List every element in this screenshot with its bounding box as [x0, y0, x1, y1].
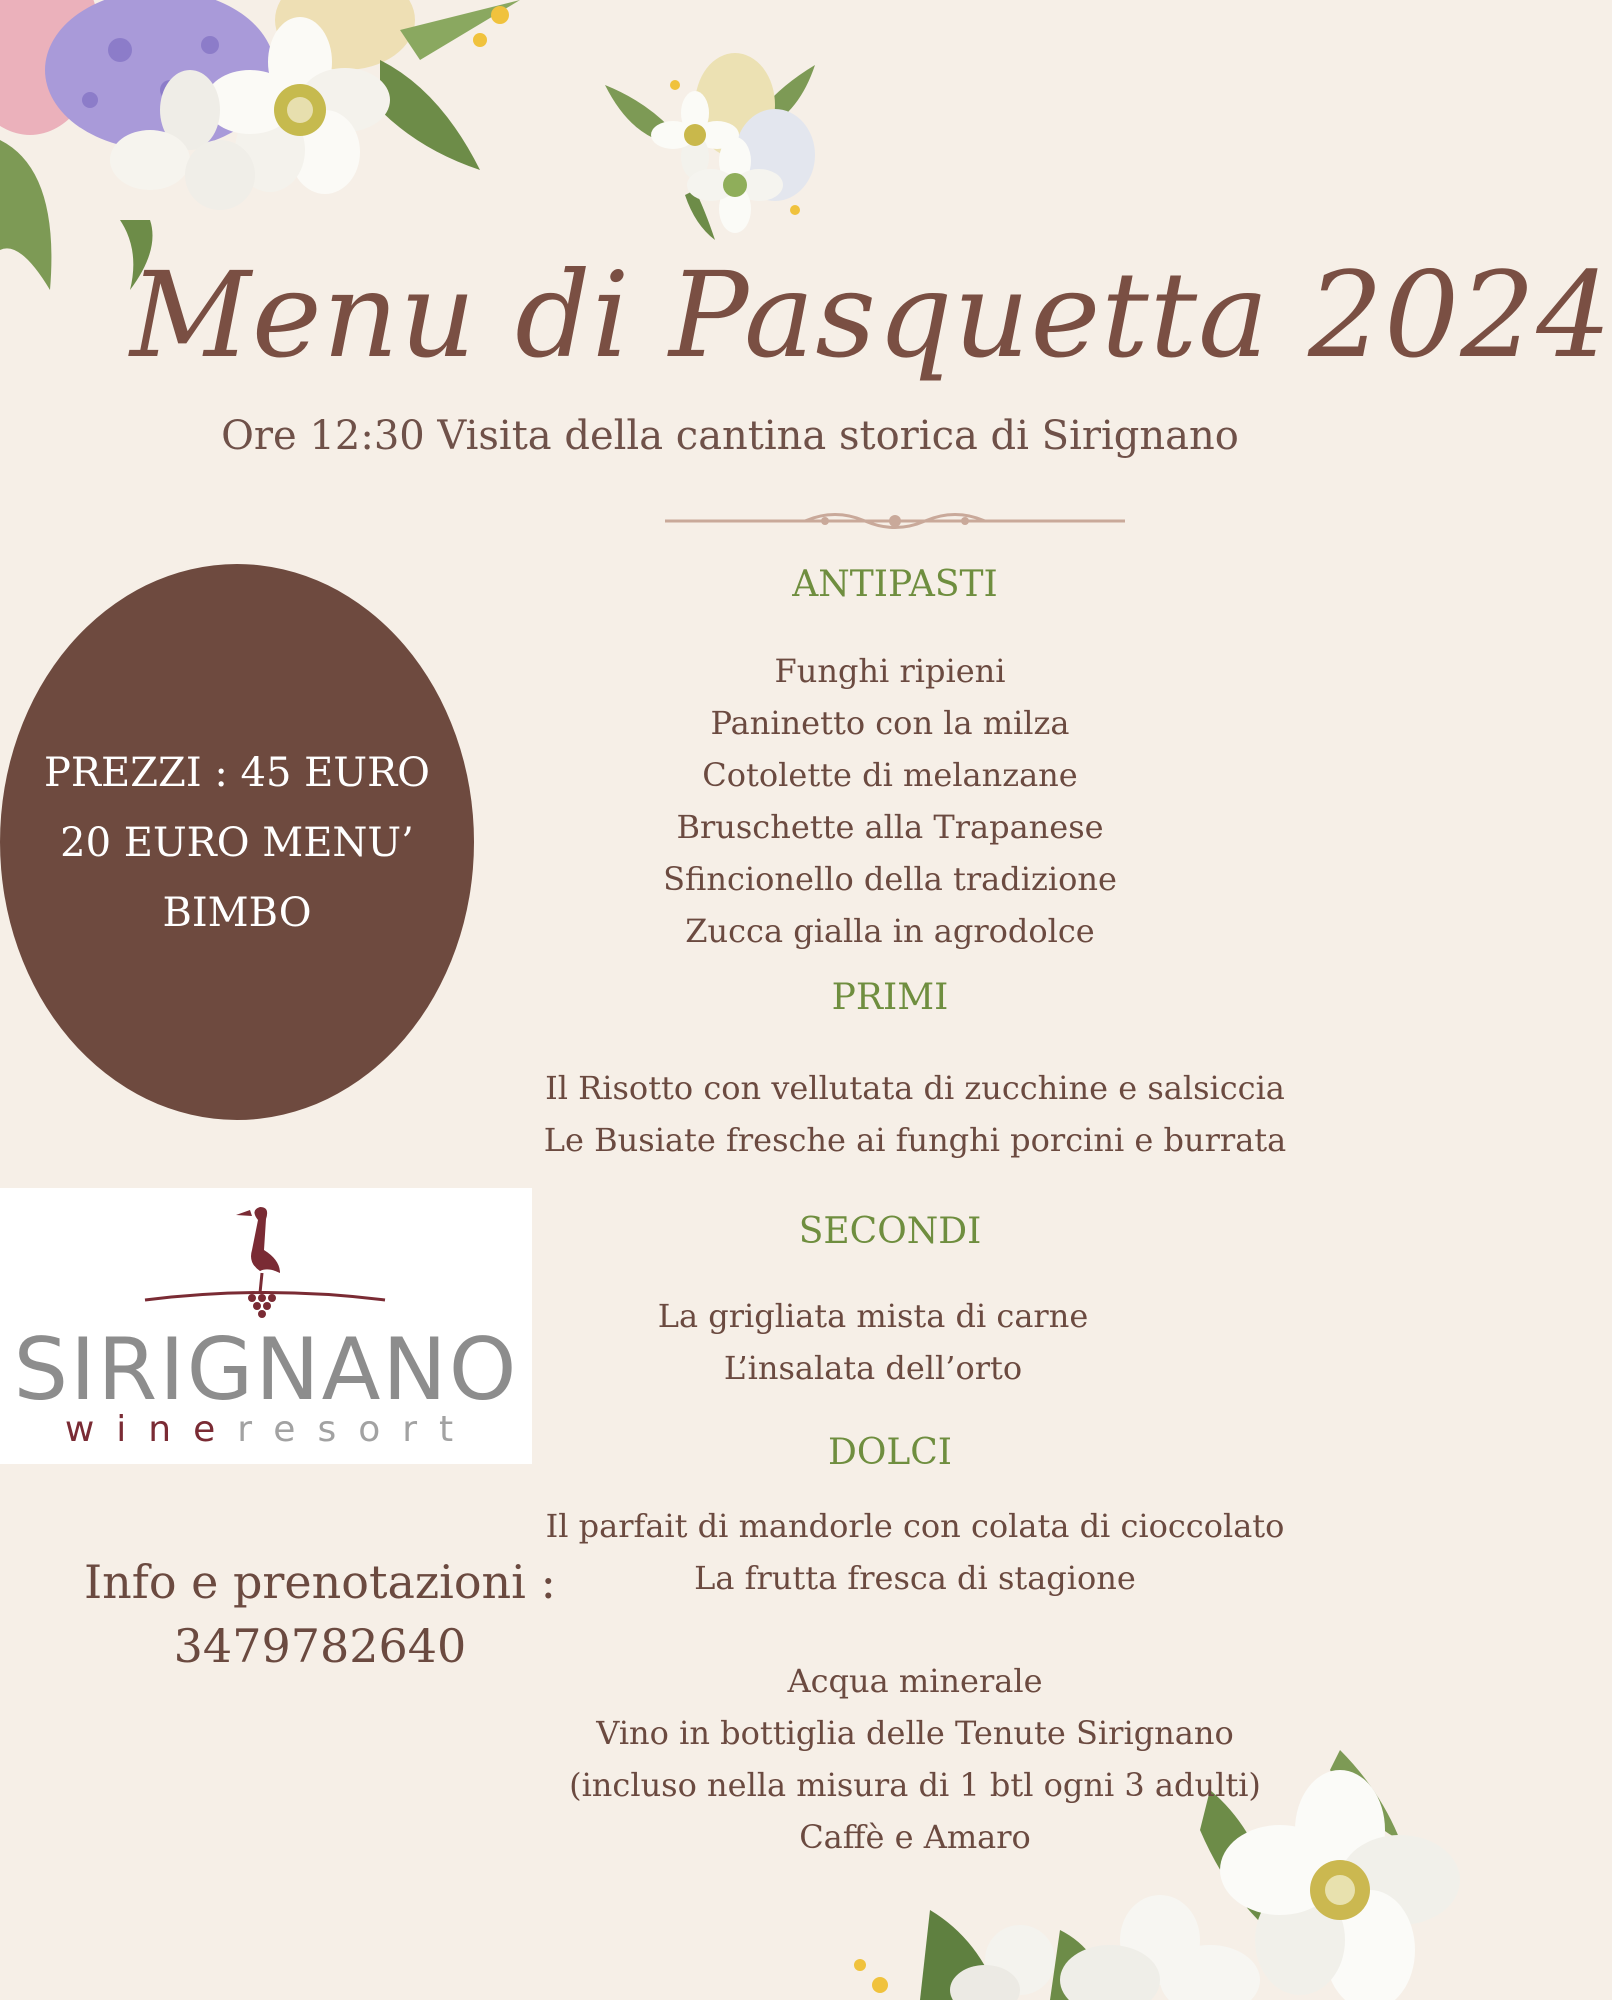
list-item: (incluso nella misura di 1 btl ogni 3 adulti): [569, 1766, 1261, 1804]
logo-sub-wine: wine: [64, 1409, 238, 1450]
section-title-antipasti: ANTIPASTI: [792, 564, 998, 605]
section-title-dolci: DOLCI: [827, 1432, 953, 1473]
section-title-primi: PRIMI: [831, 977, 949, 1018]
list-item: Il Risotto con vellutata di zucchine e salsiccia: [545, 1069, 1285, 1107]
list-item: Acqua minerale: [787, 1662, 1043, 1700]
page-title: Menu di Pasquetta 2024: [130, 246, 1612, 384]
list-item: La grigliata mista di carne: [657, 1297, 1089, 1335]
list-item: Funghi ripieni: [774, 652, 1006, 690]
price-text: [10, 738, 464, 948]
list-item: Il parfait di mandorle con colata di cioccolato: [545, 1507, 1285, 1545]
secondi-list: [573, 1290, 1173, 1394]
list-item: Cotolette di melanzane: [702, 756, 1078, 794]
stork-grapes-icon: [140, 1205, 390, 1320]
list-item: Vino in bottiglia delle Tenute Sirignano: [596, 1714, 1234, 1752]
list-item: Bruschette alla Trapanese: [676, 808, 1104, 846]
logo-sub-resort: resort: [237, 1409, 476, 1450]
price-line: 20 EURO MENU’: [60, 820, 414, 866]
section-title-secondi: SECONDI: [798, 1211, 982, 1252]
list-item: L’insalata dell’orto: [723, 1349, 1023, 1387]
primi-list: [540, 1062, 1290, 1166]
subtitle: Ore 12:30 Visita della cantina storica di Sirignano: [221, 413, 1239, 459]
list-item: Paninetto con la milza: [710, 704, 1070, 742]
info-block: [40, 1550, 600, 1678]
logo-subtitle: [40, 1410, 500, 1450]
list-item: Le Busiate fresche ai funghi porcini e burrata: [543, 1121, 1287, 1159]
logo-wordmark: SIRIGNANO: [13, 1320, 519, 1420]
dolci-list: [540, 1500, 1290, 1604]
info-label: Info e prenotazioni :: [84, 1555, 556, 1609]
ornamental-divider-icon: [665, 510, 1125, 532]
list-item: Sfincionello della tradizione: [663, 860, 1117, 898]
list-item: La frutta fresca di stagione: [694, 1559, 1136, 1597]
phone-number: 3479782640: [173, 1619, 467, 1673]
price-line: BIMBO: [162, 890, 312, 936]
price-line: PREZZI : 45 EURO: [44, 750, 430, 796]
list-item: Caffè e Amaro: [799, 1818, 1031, 1856]
egg-bouquet-icon: [585, 25, 855, 245]
list-item: Zucca gialla in agrodolce: [685, 912, 1095, 950]
antipasti-list: [590, 645, 1190, 957]
extras-list: [565, 1655, 1265, 1863]
